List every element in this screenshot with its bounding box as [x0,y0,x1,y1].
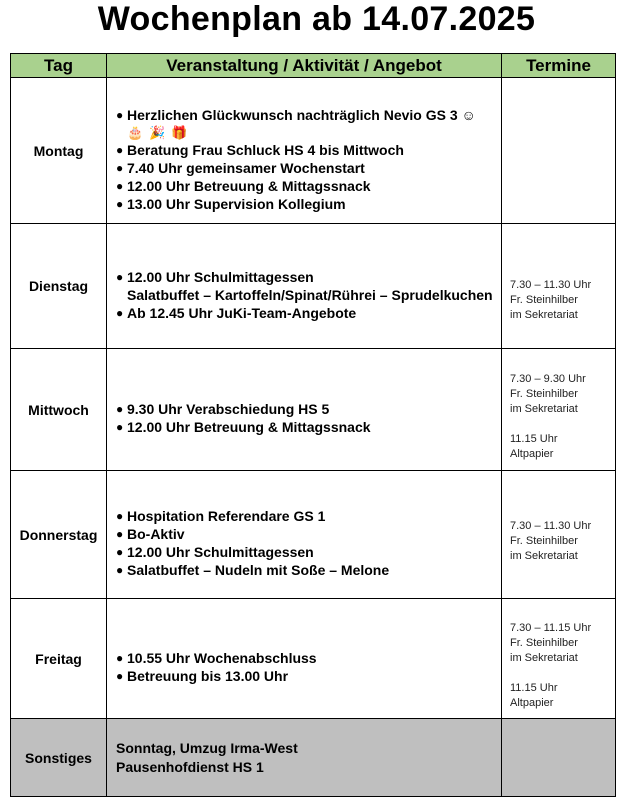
row-sonstiges [11,719,616,797]
list-item: ● 12.00 Uhr Schulmittagessen [116,544,314,560]
events-cell [107,599,502,719]
header-termine: Termine [502,54,616,78]
celebration-icons [127,124,497,141]
menu-text: Salatbuffet – Kartoffeln/Spinat/Rührei – Sprudelkuchen [127,286,493,303]
day-label: Donnerstag [11,471,107,599]
termine-cell: 7.30 – 11.30 Uhr Fr. Steinhilber im Sekretariat [502,224,616,349]
list-item: ● 9.30 Uhr Verabschiedung HS 5 [116,401,330,417]
day-label: Montag [11,78,107,224]
events-cell [107,224,502,349]
list-item: ● Salatbuffet – Nudeln mit Soße – Melone [116,562,390,578]
day-label: Freitag [11,599,107,719]
sonstiges-cell: Sonntag, Umzug Irma-West Pausenhofdienst HS 1 [107,719,502,797]
day-label: Mittwoch [11,349,107,471]
list-item: ● 10.55 Uhr Wochenabschluss [116,650,317,666]
row-dienstag [11,224,616,349]
list-item: ● 13.00 Uhr Supervision Kollegium [116,195,346,212]
list-item: ● Betreuung bis 13.00 Uhr [116,668,289,684]
row-freitag [11,599,616,719]
day-label: Sonstiges [11,719,107,797]
list-item: ● 12.00 Uhr Betreuung & Mittagssnack [116,419,371,435]
termine-cell: 7.30 – 9.30 Uhr Fr. Steinhilber im Sekretariat 11.15 Uhr Altpapier [502,349,616,471]
termine-cell [502,78,616,224]
list-item: ● 12.00 Uhr Betreuung & Mittagssnack [116,177,371,194]
page-title: Wochenplan ab 14.07.2025 [97,0,536,38]
events-cell [107,349,502,471]
gift-icon: 🎁 [171,124,188,140]
header-veranstaltung: Veranstaltung / Aktivität / Angebot [107,54,502,78]
list-item: ● Hospitation Referendare GS 1 [116,508,326,524]
weekly-plan-table [10,53,616,797]
day-label: Dienstag [11,224,107,349]
list-item: ● Beratung Frau Schluck HS 4 bis Mittwoch [116,141,404,158]
header-tag: Tag [11,54,107,78]
list-item: ● Ab 12.45 Uhr JuKi-Team-Angebote [116,304,357,321]
header-row [11,54,616,78]
termine-cell: 7.30 – 11.30 Uhr Fr. Steinhilber im Sekretariat [502,471,616,599]
list-item: ● Bo-Aktiv [116,526,185,542]
list-item: ● 12.00 Uhr Schulmittagessen Salatbuffet – Kartoffeln/Spinat/Rührei – Sprudelkuchen [116,268,497,304]
events-cell [107,78,502,224]
row-montag [11,78,616,224]
list-item: ● Herzlichen Glückwunsch nachträglich Nevio GS 3 ☺ 🎂 🎉 🎁 [116,106,497,141]
list-item: ● 7.40 Uhr gemeinsamer Wochenstart [116,159,365,176]
row-mittwoch [11,349,616,471]
termine-cell [502,719,616,797]
cake-icon: 🎂 [127,124,144,140]
termine-cell: 7.30 – 11.15 Uhr Fr. Steinhilber im Sekretariat 11.15 Uhr Altpapier [502,599,616,719]
party-popper-icon: 🎉 [149,124,166,140]
events-cell [107,471,502,599]
row-donnerstag [11,471,616,599]
